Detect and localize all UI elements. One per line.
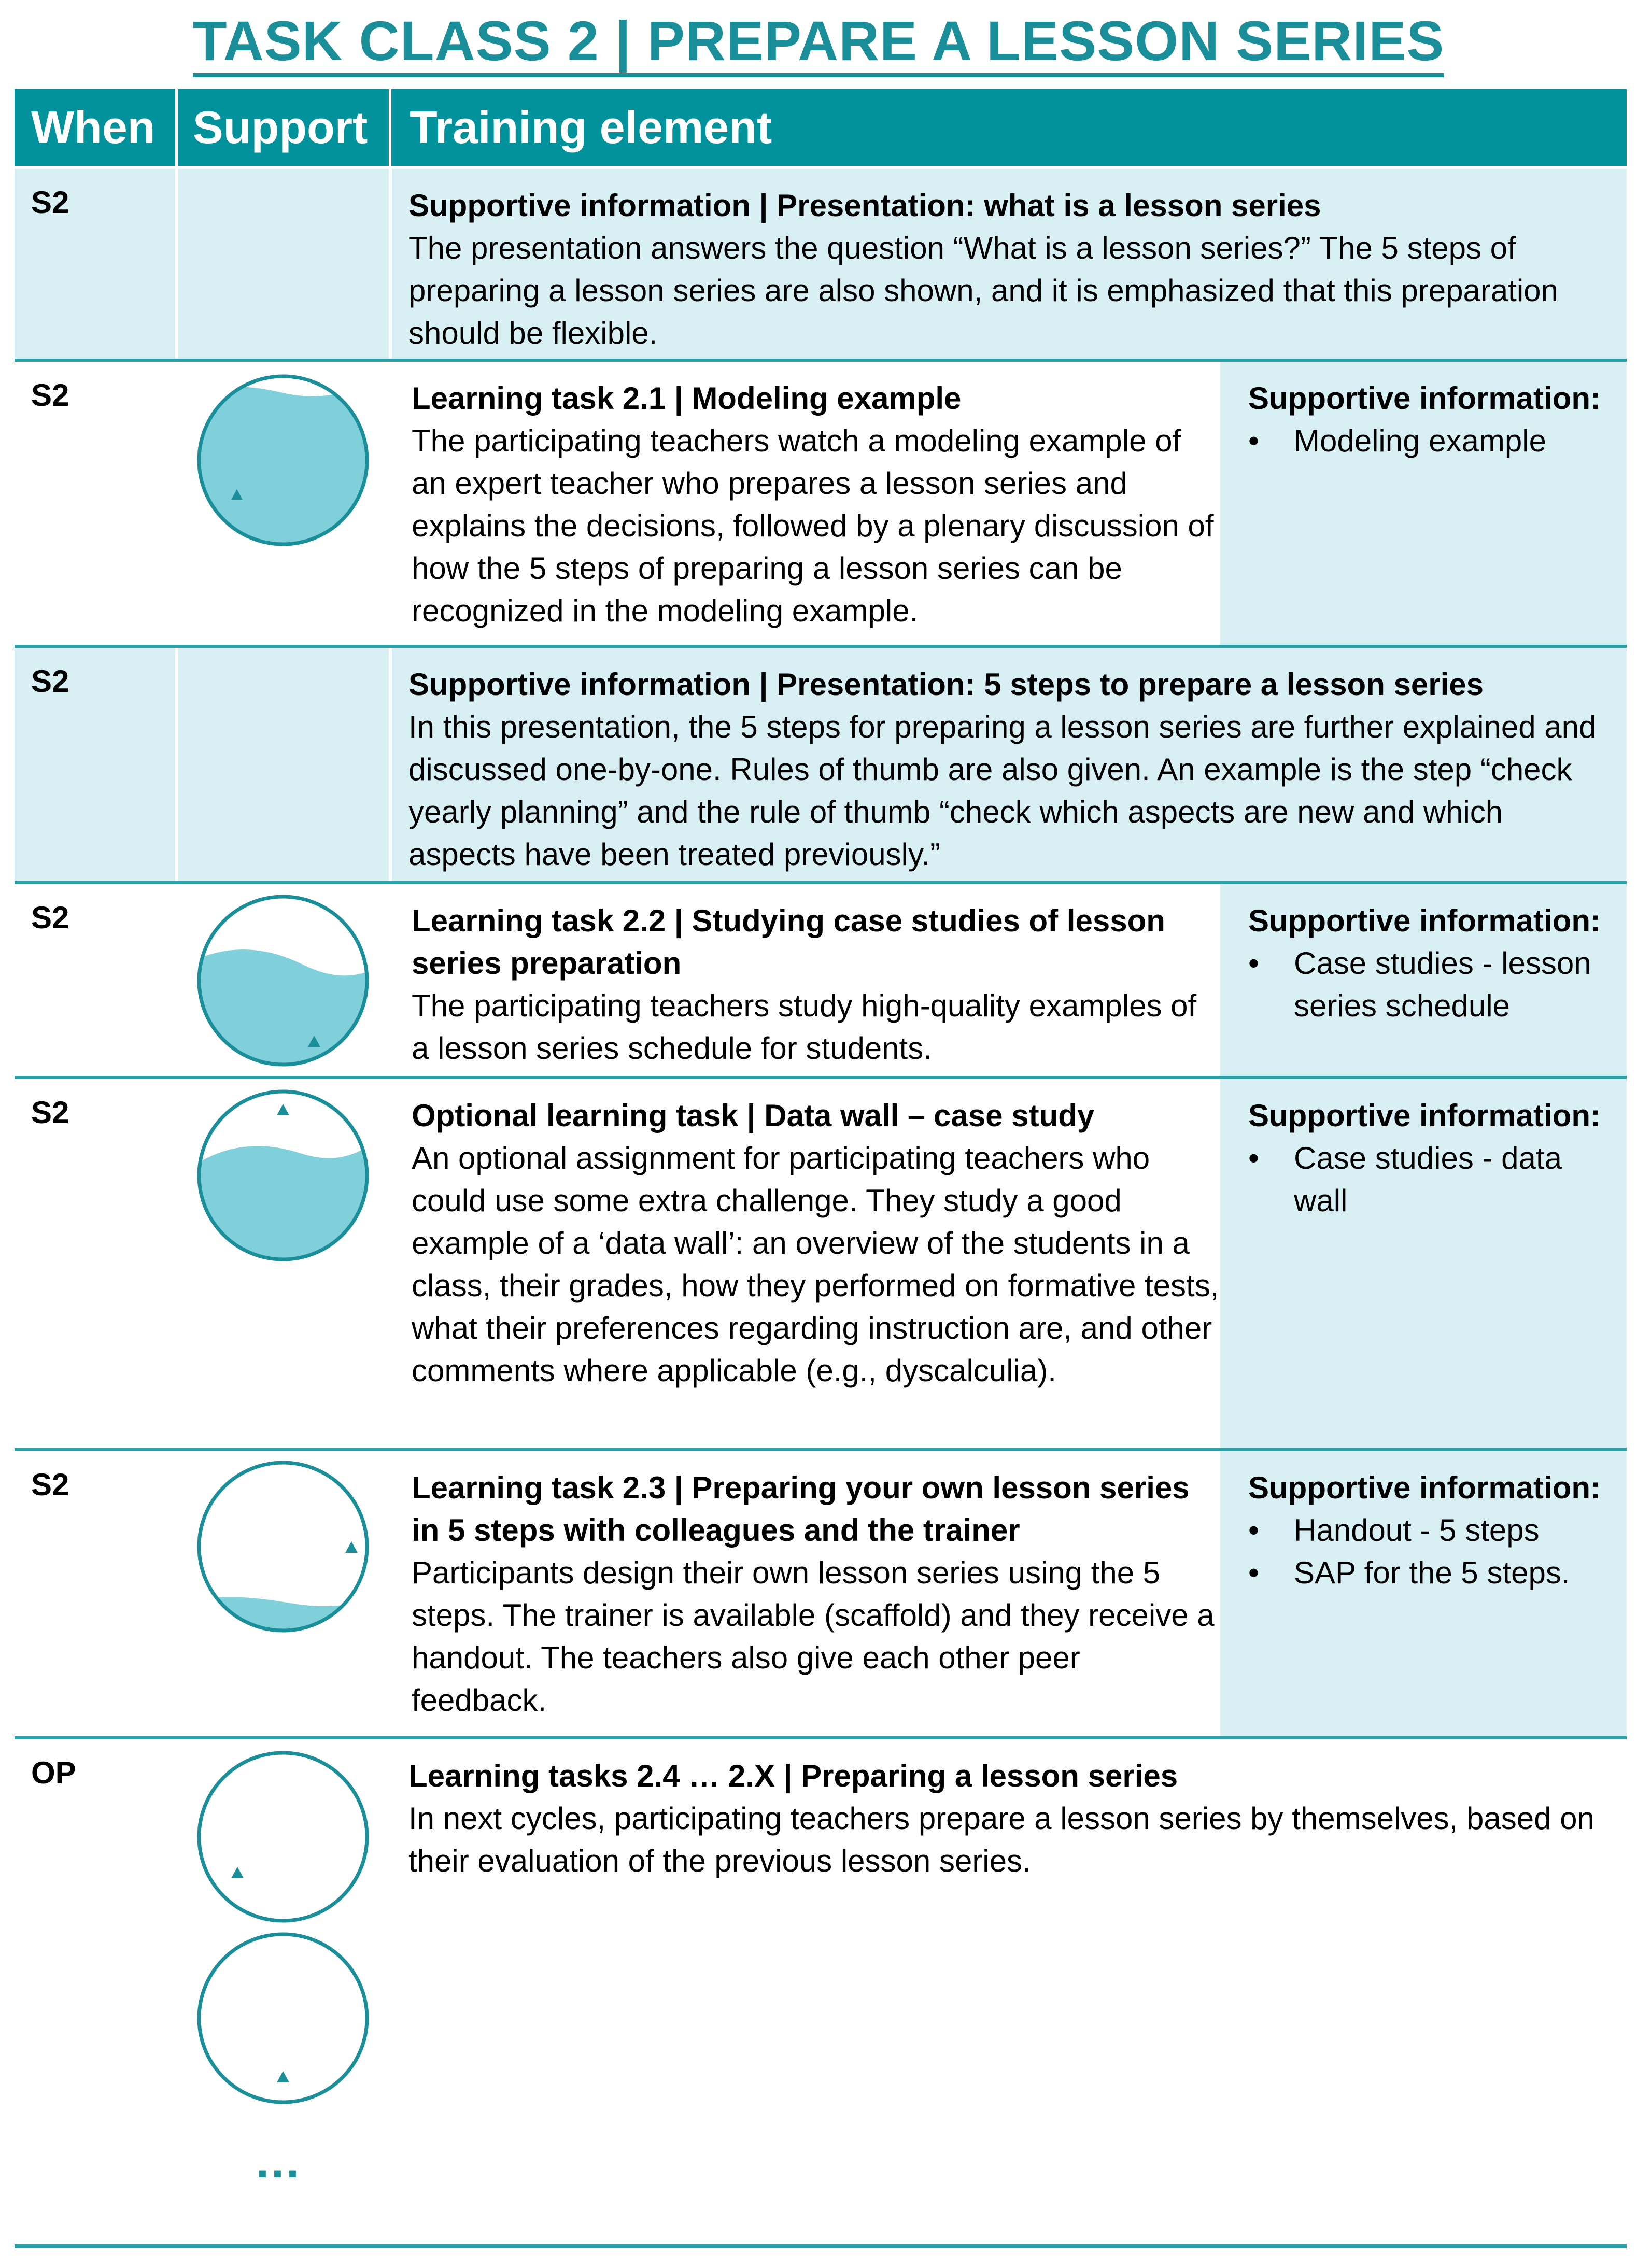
column-header-support: Support: [193, 102, 368, 153]
table-row: [15, 648, 1627, 884]
supportive-information-title: Supportive information:: [1248, 1098, 1601, 1133]
training-element: [412, 900, 1220, 1070]
training-heading: Learning task 2.1 | Modeling example: [412, 381, 962, 416]
support-level-circle-icon: [195, 1087, 371, 1264]
training-element: [408, 1755, 1606, 1882]
support-level-circle-icon: [195, 892, 371, 1069]
support-level-circle-icon: [195, 1458, 371, 1635]
training-heading: Learning tasks 2.4 … 2.X | Preparing a lesson series: [408, 1759, 1178, 1793]
bullet-icon: •: [1248, 1513, 1260, 1548]
when-cell: OP: [31, 1755, 76, 1790]
bullet-icon: •: [1248, 1555, 1260, 1590]
training-description: The participating teachers watch a modeling example of an expert teacher who prepares a lesson series and explains the decisions, followed by a plenary discussion of how the 5 steps of preparing a lesson series can be recognized in the modeling example.: [412, 423, 1214, 628]
training-heading: Learning task 2.2 | Studying case studies of lesson series preparation: [412, 903, 1165, 981]
training-description: Participants design their own lesson series using the 5 steps. The trainer is available (scaffold) and they receive a handout. The teachers also give each other peer feedback.: [412, 1555, 1215, 1718]
bullet-icon: •: [1248, 946, 1260, 981]
table-row: [15, 1451, 1627, 1739]
when-cell: S2: [31, 664, 69, 699]
supportive-information-title: Supportive information:: [1248, 1470, 1601, 1505]
supportive-information-panel: Supportive information: • Case studies - data wall: [1220, 1079, 1627, 1448]
supportive-information-panel: Supportive information: • Modeling example: [1220, 362, 1627, 645]
column-divider: [175, 169, 178, 359]
support-level-circle-icon: [195, 1930, 371, 2106]
support-level-circle-icon: [195, 1749, 371, 1925]
support-level-circle-icon: [195, 372, 371, 548]
training-description: An optional assignment for participating teachers who could use some extra challenge. They study a good example of a ‘data wall’: an overview of the students in a class, their grades, how they performed on formative tests, what their preferences regarding instruction are, and other comments where applicable (e.g., dyscalculia).: [412, 1141, 1219, 1388]
position-marker-icon: [345, 1541, 358, 1553]
training-element: [412, 1095, 1220, 1392]
table-row: [15, 1079, 1627, 1451]
training-heading: Optional learning task | Data wall – case study: [412, 1098, 1095, 1133]
position-marker-icon: [231, 1867, 244, 1878]
when-cell: S2: [31, 900, 69, 935]
training-description: The participating teachers study high-quality examples of a lesson series schedule for students.: [412, 988, 1197, 1066]
training-description: The presentation answers the question “What is a lesson series?” The 5 steps of preparing a lesson series are also shown, and it is emphasized that this preparation should be flexible.: [408, 231, 1558, 350]
table-row: [15, 362, 1627, 648]
column-header-when: When: [31, 102, 156, 153]
bullet-icon: •: [1248, 1141, 1260, 1175]
when-cell: S2: [31, 378, 69, 413]
column-divider: [175, 648, 178, 881]
column-divider: [389, 169, 392, 359]
more-tasks-ellipsis: ...: [256, 2136, 302, 2188]
when-cell: S2: [31, 185, 69, 220]
training-heading: Supportive information | Presentation: 5 steps to prepare a lesson series: [408, 667, 1484, 702]
supportive-information-title: Supportive information:: [1248, 903, 1601, 938]
position-marker-icon: [277, 2071, 289, 2082]
training-element: [412, 377, 1220, 632]
training-description: In next cycles, participating teachers prepare a lesson series by themselves, based on their evaluation of the previous lesson series.: [408, 1801, 1594, 1878]
page-title: TASK CLASS 2 | PREPARE A LESSON SERIES: [0, 2, 1637, 80]
table-row: [15, 884, 1627, 1079]
header-divider: [389, 89, 391, 166]
bullet-icon: •: [1248, 423, 1260, 458]
table-header: [15, 89, 1627, 169]
training-element: [408, 663, 1606, 876]
training-heading: Supportive information | Presentation: what is a lesson series: [408, 188, 1321, 223]
header-divider: [175, 89, 178, 166]
column-divider: [389, 648, 392, 881]
training-description: In this presentation, the 5 steps for preparing a lesson series are further explained and discussed one-by-one. Rules of thumb are also given. An example is the step “check yearly planning” and the rule of thumb “check which aspects are new and which aspects have been treated previously.”: [408, 710, 1597, 872]
table-bottom-border: [15, 2244, 1627, 2248]
supportive-information-panel: Supportive information: • Case studies - lesson series schedule: [1220, 884, 1627, 1076]
training-element: [412, 1467, 1220, 1722]
training-element: [408, 185, 1606, 355]
position-marker-icon: [277, 1104, 289, 1115]
table-row: [15, 169, 1627, 362]
supportive-information-title: Supportive information:: [1248, 381, 1601, 416]
training-heading: Learning task 2.3 | Preparing your own lesson series in 5 steps with colleagues and the trainer: [412, 1470, 1190, 1548]
supportive-information-panel: Supportive information: • Handout - 5 steps • SAP for the 5 steps.: [1220, 1451, 1627, 1736]
column-header-training-element: Training element: [410, 102, 772, 153]
when-cell: S2: [31, 1095, 69, 1130]
when-cell: S2: [31, 1467, 69, 1502]
